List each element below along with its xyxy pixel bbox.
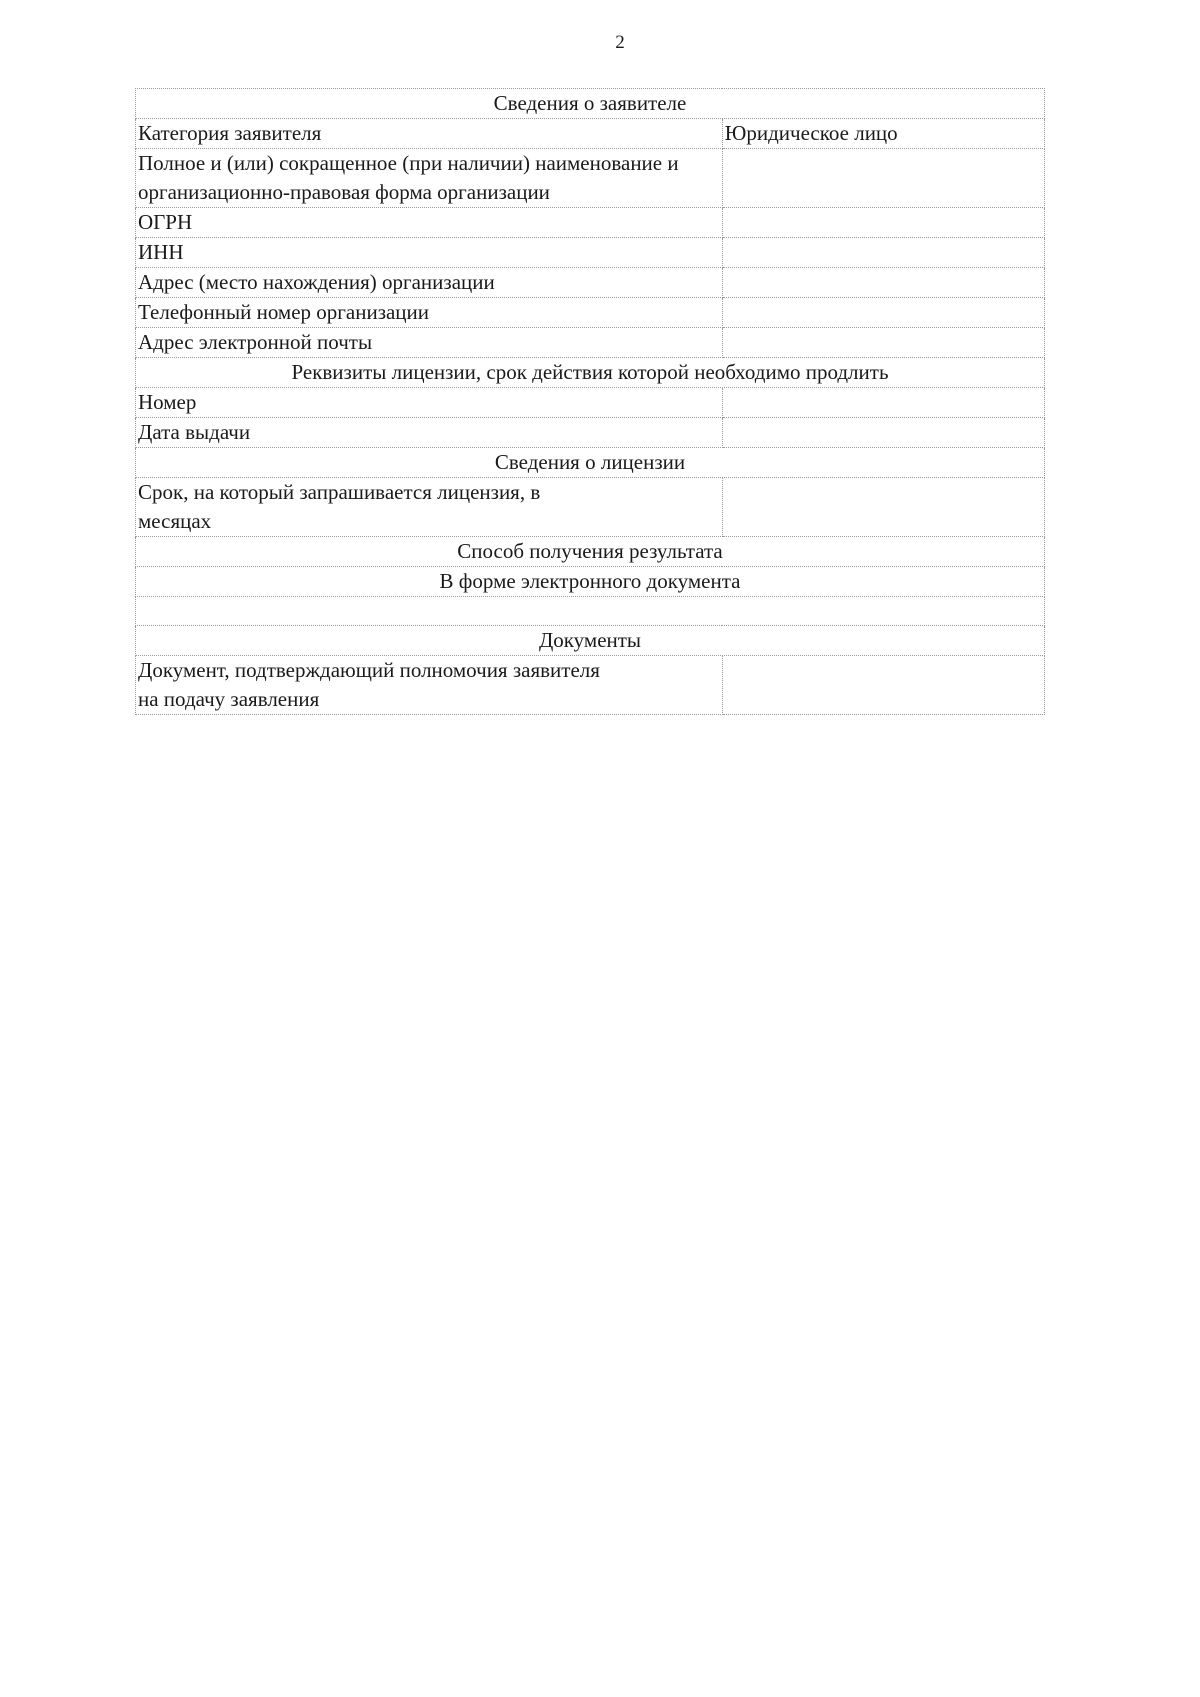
applicant-section-header-row (136, 89, 1045, 119)
table-row (136, 656, 1045, 715)
license-term-value (722, 478, 1044, 537)
table-row (136, 298, 1045, 328)
table-row (136, 478, 1045, 537)
applicant-section-title: Сведения о заявителе (136, 89, 1045, 119)
organization-name-label: Полное и (или) сокращенное (при наличии) наименование и организационно-правовая форма организации (136, 149, 723, 208)
issue-date-value (722, 418, 1044, 448)
table-row (136, 388, 1045, 418)
license-number-label: Номер (136, 388, 723, 418)
table-row (136, 567, 1045, 597)
license-term-label: Срок, на который запрашивается лицензия, в месяцах (136, 478, 723, 537)
documents-section-header-row (136, 626, 1045, 656)
organization-phone-label: Телефонный номер организации (136, 298, 723, 328)
application-form-table (135, 88, 1045, 715)
table-row (136, 149, 1045, 208)
organization-name-value (722, 149, 1044, 208)
authority-document-label: Документ, подтверждающий полномочия заявителя на подачу заявления (136, 656, 723, 715)
table-row (136, 268, 1045, 298)
spacer-cell (136, 597, 1045, 626)
license-info-title: Сведения о лицензии (136, 448, 1045, 478)
spacer-row (136, 597, 1045, 626)
ogrn-value (722, 208, 1044, 238)
license-info-header-row (136, 448, 1045, 478)
table-row (136, 328, 1045, 358)
inn-label: ИНН (136, 238, 723, 268)
organization-address-value (722, 268, 1044, 298)
organization-phone-value (722, 298, 1044, 328)
result-section-header-row (136, 537, 1045, 567)
email-label: Адрес электронной почты (136, 328, 723, 358)
license-number-value (722, 388, 1044, 418)
inn-value (722, 238, 1044, 268)
license-requisites-header-row (136, 358, 1045, 388)
email-value (722, 328, 1044, 358)
table-row (136, 119, 1045, 149)
applicant-category-value: Юридическое лицо (722, 119, 1044, 149)
result-method-value: В форме электронного документа (136, 567, 1045, 597)
organization-address-label: Адрес (место нахождения) организации (136, 268, 723, 298)
authority-document-value (722, 656, 1044, 715)
table-row (136, 418, 1045, 448)
applicant-category-label: Категория заявителя (136, 119, 723, 149)
table-row (136, 208, 1045, 238)
documents-section-title: Документы (136, 626, 1045, 656)
license-requisites-title: Реквизиты лицензии, срок действия которой необходимо продлить (136, 358, 1045, 388)
issue-date-label: Дата выдачи (136, 418, 723, 448)
ogrn-label: ОГРН (136, 208, 723, 238)
result-section-title: Способ получения результата (136, 537, 1045, 567)
page-number: 2 (615, 32, 625, 53)
table-row (136, 238, 1045, 268)
